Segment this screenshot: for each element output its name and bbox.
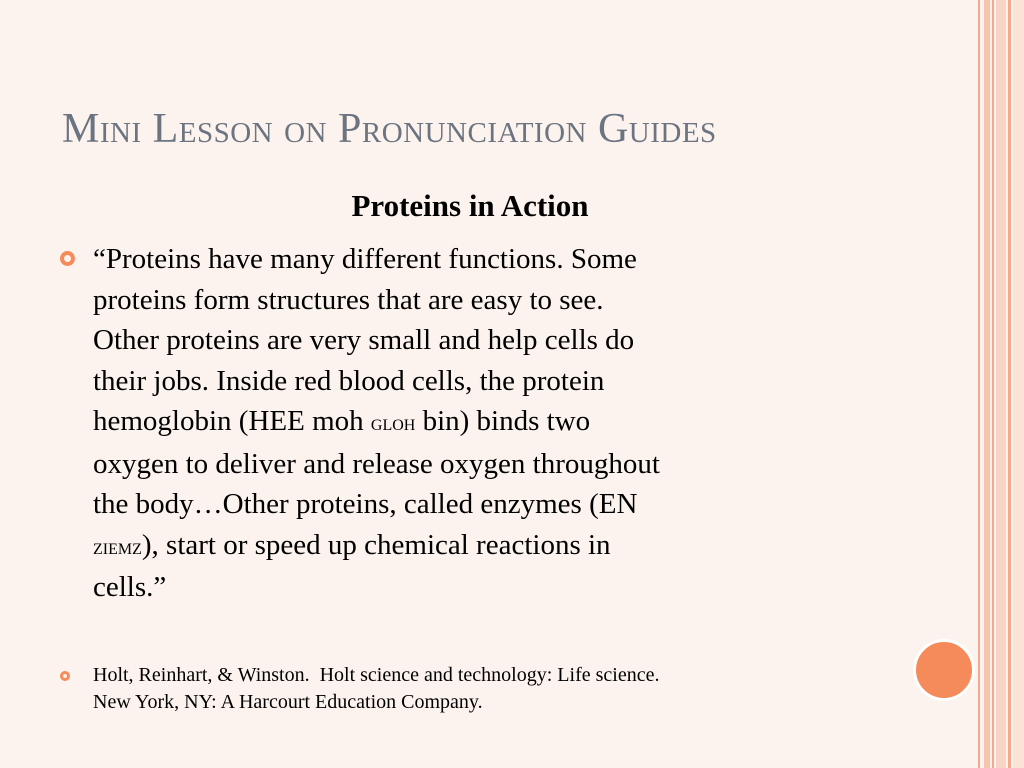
reference-bullet bbox=[60, 662, 860, 716]
reference-text bbox=[93, 662, 860, 716]
decorative-stripe bbox=[996, 0, 1006, 768]
reference-line: New York, NY: A Harcourt Education Company. bbox=[93, 691, 483, 713]
bullet-circle-icon bbox=[60, 671, 70, 681]
quote-bullet bbox=[60, 239, 860, 608]
reference-line: Holt, Reinhart, & Winston. Holt science and technology: Life science. bbox=[93, 664, 660, 686]
bullet-circle-icon bbox=[60, 251, 75, 266]
decorative-stripe bbox=[984, 0, 990, 768]
quote-text-part: ), start or speed up chemical reactions in cells.” bbox=[93, 528, 611, 603]
pronunciation-syllable: gloh bbox=[370, 410, 416, 435]
slide-title: Mini Lesson on Pronunciation Guides bbox=[62, 106, 717, 152]
pronunciation-syllable: ziemz bbox=[93, 533, 142, 559]
decorative-stripe bbox=[978, 0, 980, 768]
decorative-stripe bbox=[992, 0, 994, 768]
quote-text-part: bin) binds two oxygen to deliver and release oxygen throughout the body…Other proteins, called enzymes (EN bbox=[93, 405, 660, 520]
slide-subtitle: Proteins in Action bbox=[351, 188, 589, 223]
decorative-stripe bbox=[1008, 0, 1011, 768]
quote-text bbox=[93, 239, 860, 608]
decorative-stripe bbox=[1013, 0, 1024, 768]
quote-text-part: “Proteins have many different functions. Some proteins form structures that are easy to see. Other proteins are very small and help cells do their jobs. Inside red blood cells, the protein hemoglobin (HEE moh bbox=[93, 243, 637, 437]
orange-circle-decoration-icon bbox=[913, 639, 975, 701]
